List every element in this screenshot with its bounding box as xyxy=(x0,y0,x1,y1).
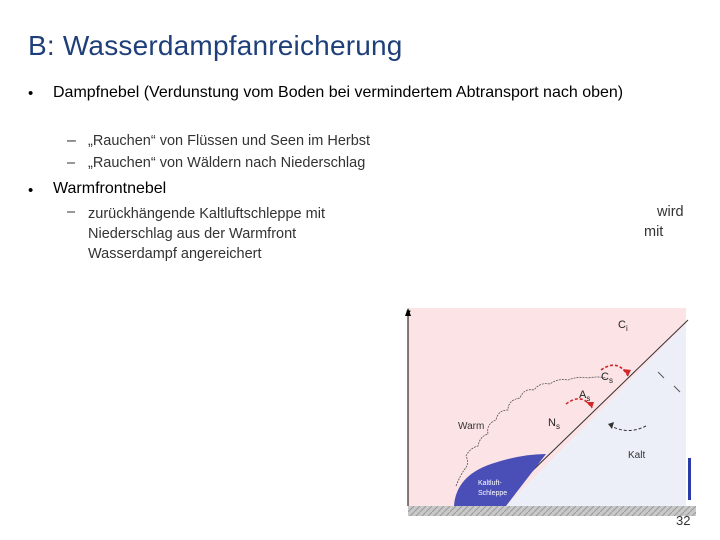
bullet-dampfnebel: Dampfnebel (Verdunstung vom Boden bei vermindertem Abtransport nach oben) xyxy=(53,84,624,101)
label-ci-sub: i xyxy=(625,324,628,333)
z-axis-label: z xyxy=(406,308,411,319)
sub-bullet-fragment-wird: wird xyxy=(657,204,684,220)
sub-bullet-kaltluftschleppe: zurückhängende Kaltluftschleppe mit Niederschlag aus der Warmfront Wasserdampf angereichert xyxy=(88,206,325,262)
label-cs-sub: s xyxy=(608,376,613,385)
label-as: A xyxy=(579,389,587,401)
label-schleppe-1: Kaltluft- xyxy=(478,480,502,487)
label-schleppe-2: Schleppe xyxy=(478,490,508,497)
slide-title: B: Wasserdampfanreicherung xyxy=(28,30,403,61)
bullet-marker: • xyxy=(28,182,34,199)
dash-marker: – xyxy=(67,132,76,149)
bullet-warmfrontnebel: Warmfrontnebel xyxy=(53,180,167,197)
label-warm: Warm xyxy=(458,421,485,432)
label-ns: N xyxy=(548,417,556,429)
label-cs: C xyxy=(601,371,609,383)
ground-hatch xyxy=(408,506,696,516)
label-kalt: Kalt xyxy=(628,450,646,461)
sub-bullet-fragment-mit: mit xyxy=(644,224,664,240)
label-ci: C xyxy=(618,319,626,331)
page-number: 32 xyxy=(676,513,691,528)
dash-marker: – xyxy=(67,155,76,171)
warm-front-diagram xyxy=(396,296,696,518)
blue-bar xyxy=(688,458,691,500)
dash-marker: – xyxy=(67,204,76,220)
label-ns-sub: s xyxy=(555,422,560,431)
bullet-marker: • xyxy=(28,85,34,102)
sub-bullet-rivers: „Rauchen“ von Flüssen und Seen im Herbst xyxy=(88,133,371,149)
label-as-sub: s xyxy=(586,394,591,403)
sub-bullet-forests: „Rauchen“ von Wäldern nach Niederschlag xyxy=(88,155,366,171)
